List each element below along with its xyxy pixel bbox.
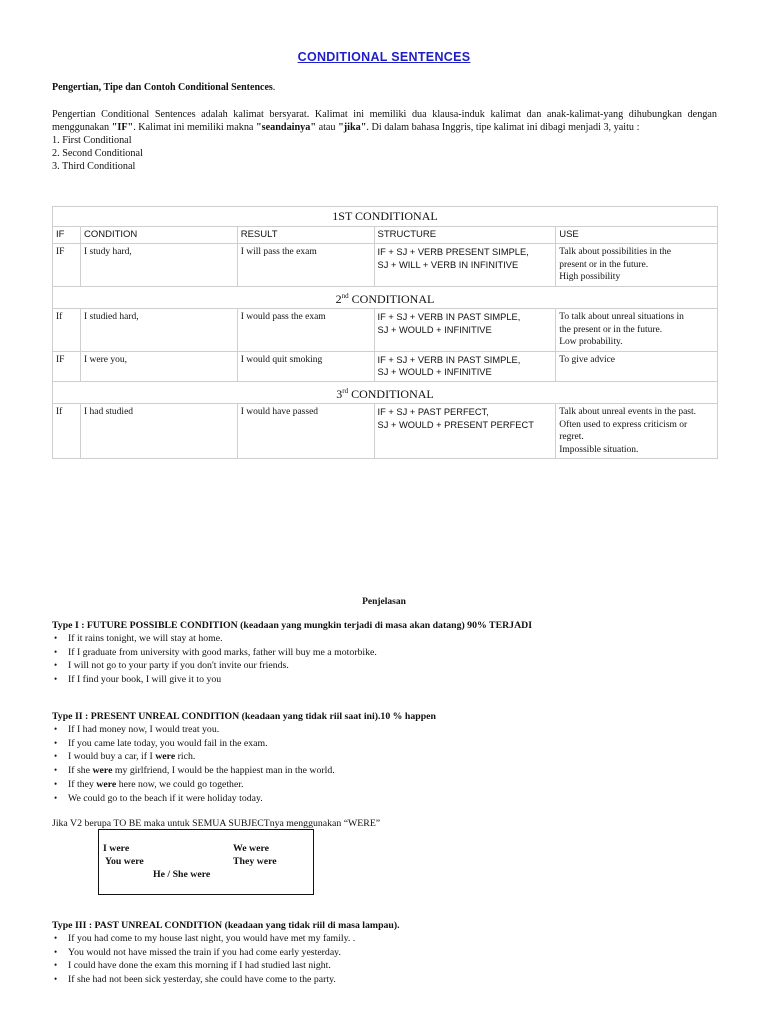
intro-part-3: atau — [316, 122, 339, 133]
list-item-text: If I graduate from university with good marks, father will buy me a motorbike. — [68, 646, 377, 658]
type-item: 1. First Conditional — [52, 135, 132, 146]
header-row — [53, 226, 718, 244]
section-number: 3 — [336, 386, 343, 401]
intro-text — [52, 108, 717, 134]
list-item — [52, 946, 732, 960]
list-item-text: I would buy a car, if I — [68, 751, 156, 763]
use-line: Talk about possibilities in the — [559, 247, 671, 257]
list-item — [52, 932, 732, 946]
section-suffix: rd — [342, 386, 349, 395]
type3-section — [52, 919, 732, 987]
type3-bullets — [52, 932, 732, 987]
bullet-icon: • — [54, 946, 58, 957]
list-item-text: my girlfriend, I would be the happiest man in the world. — [112, 765, 335, 777]
bullet-icon: • — [54, 792, 58, 803]
type3-heading: Type III : PAST UNREAL CONDITION (keadaan yang tidak riil di masa lampau). — [52, 920, 400, 931]
structure-line: IF + SJ + VERB IN PAST SIMPLE, — [377, 312, 521, 322]
were-i: I were — [103, 843, 130, 854]
table-row — [53, 309, 718, 352]
to-be-note: Jika V2 berupa TO BE maka untuk SEMUA SUBJECTnya menggunakan “WERE” — [52, 818, 381, 829]
list-item — [52, 632, 732, 646]
use-line: Low probability. — [559, 337, 623, 347]
type2-bullets — [52, 723, 732, 805]
section-title-third — [53, 381, 718, 404]
structure-line: IF + SJ + PAST PERFECT, — [377, 407, 489, 417]
subtitle — [52, 82, 275, 93]
structure-line: SJ + WOULD + INFINITIVE — [377, 324, 492, 335]
list-item-text: If I had money now, I would treat you. — [68, 724, 220, 735]
list-item — [52, 646, 732, 660]
section-number: 2 — [335, 291, 342, 306]
section-row-second — [53, 286, 718, 309]
intro-part-2: . Kalimat ini memiliki makna — [133, 122, 256, 133]
intro-part-4: . Di dalam bahasa Inggris, tipe kalimat ini dibagi menjadi 3, yaitu : — [366, 122, 640, 133]
emphasis-were: were — [92, 765, 113, 777]
intro-seandainya: "seandainya" — [256, 122, 317, 133]
cell-structure — [374, 351, 556, 381]
cell-result: I will pass the exam — [237, 244, 374, 287]
subtitle-text: Pengertian, Tipe dan Contoh Conditional Sentences — [52, 82, 273, 93]
use-line: the present or in the future. — [559, 324, 663, 335]
header-structure: STRUCTURE — [374, 226, 556, 244]
structure-line: IF + SJ + VERB PRESENT SIMPLE, — [377, 247, 529, 257]
use-line: present or in the future. — [559, 259, 649, 270]
type2-heading: Type II : PRESENT UNREAL CONDITION (keadaan yang tidak riil saat ini).10 % happen — [52, 711, 436, 722]
structure-line: SJ + WOULD + INFINITIVE — [377, 367, 492, 377]
use-line: Often used to express criticism or — [559, 419, 688, 430]
cell-condition: I study hard, — [80, 244, 237, 287]
structure-line: SJ + WILL + VERB IN INFINITIVE — [377, 259, 519, 270]
conditional-types-list — [52, 134, 717, 173]
type-item: 2. Second Conditional — [52, 148, 143, 159]
cell-if: IF — [53, 244, 81, 287]
use-line: Talk about unreal events in the past. — [559, 407, 697, 417]
list-item-text: If I find your book, I will give it to you — [68, 674, 222, 686]
emphasis-were: were — [96, 778, 117, 790]
list-item-text: I will not go to your party if you don't invite our friends. — [68, 660, 289, 672]
list-item — [52, 792, 732, 806]
cell-condition: I were you, — [80, 351, 237, 381]
list-item-text: I could have done the exam this morning if I had studied last night. — [68, 960, 331, 972]
structure-line: IF + SJ + VERB IN PAST SIMPLE, — [377, 354, 521, 365]
list-item-text: If it rains tonight, we will stay at home. — [68, 633, 223, 644]
list-item-text: If you had come to my house last night, you would have met my family. . — [68, 933, 356, 944]
bullet-icon: • — [54, 633, 58, 643]
list-item — [52, 673, 732, 687]
list-item — [52, 764, 732, 778]
cell-use — [556, 244, 718, 287]
use-line: Impossible situation. — [559, 444, 639, 455]
header-use: USE — [556, 226, 718, 244]
were-we: We were — [233, 843, 269, 854]
type1-bullets — [52, 632, 732, 687]
bullet-icon: • — [54, 646, 58, 657]
cell-structure — [374, 404, 556, 459]
header-if: IF — [53, 226, 81, 244]
bullet-icon: • — [54, 960, 58, 971]
bullet-icon: • — [54, 674, 58, 685]
cell-if: If — [53, 404, 81, 459]
bullet-icon: • — [54, 933, 58, 943]
list-item-text: here now, we could go together. — [116, 778, 244, 790]
use-line: To talk about unreal situations in — [559, 312, 684, 322]
intro-part-1: Pengertian Conditional Sentences adalah kalimat bersyarat. Kalimat ini memiliki dua klausa-induk kalimat dan anak-kalimat-yang dihubungkan dengan menggunakan — [52, 109, 717, 133]
list-item-text: If she had not been sick yesterday, she could have come to the party. — [68, 974, 336, 986]
list-item — [52, 737, 732, 751]
list-item-text: If they — [68, 778, 97, 790]
cell-structure — [374, 309, 556, 352]
structure-line: SJ + WOULD + PRESENT PERFECT — [377, 419, 534, 430]
section-row-first — [53, 207, 718, 227]
bullet-icon: • — [54, 778, 58, 789]
section-label: CONDITIONAL — [348, 386, 434, 401]
bullet-icon: • — [54, 974, 58, 985]
bullet-icon: • — [54, 737, 58, 748]
section-suffix: nd — [341, 291, 349, 300]
section-row-third — [53, 381, 718, 404]
bullet-icon: • — [54, 724, 58, 734]
cell-use — [556, 309, 718, 352]
list-item — [52, 973, 732, 987]
section-title-first: 1ST CONDITIONAL — [53, 207, 718, 227]
type1-heading: Type I : FUTURE POSSIBLE CONDITION (keadaan yang mungkin terjadi di masa akan datang) 90% TERJADI — [52, 620, 533, 631]
cell-if: If — [53, 309, 81, 352]
section-label: CONDITIONAL — [348, 291, 435, 306]
cell-condition: I had studied — [80, 404, 237, 459]
cell-result: I would have passed — [237, 404, 374, 459]
list-item-text: If she — [68, 765, 93, 777]
bullet-icon: • — [54, 751, 58, 762]
cell-use — [556, 351, 718, 381]
section-title-second — [53, 286, 718, 309]
cell-structure — [374, 244, 556, 287]
intro-jika: "jika" — [338, 122, 367, 133]
were-box — [98, 829, 314, 895]
cell-result: I would pass the exam — [237, 309, 374, 352]
list-item — [52, 959, 732, 973]
list-item — [52, 659, 732, 673]
list-item-text: We could go to the beach if it were holiday today. — [68, 792, 263, 804]
table-row — [53, 351, 718, 381]
type-item: 3. Third Conditional — [52, 161, 136, 172]
bullet-icon: • — [54, 765, 58, 776]
cell-if: IF — [53, 351, 81, 381]
table-row — [53, 244, 718, 287]
subtitle-period: . — [272, 82, 276, 93]
type1-section — [52, 619, 732, 687]
list-item — [52, 750, 732, 764]
were-you: You were — [105, 856, 144, 867]
emphasis-were: were — [155, 751, 176, 763]
were-he-she: He / She were — [153, 869, 211, 880]
cell-condition: I studied hard, — [80, 309, 237, 352]
use-line: To give advice — [559, 354, 616, 365]
intro-paragraph — [52, 108, 717, 173]
cell-result: I would quit smoking — [237, 351, 374, 381]
list-item-text: If you came late today, you would fail in the exam. — [68, 737, 268, 749]
type2-section — [52, 710, 732, 805]
list-item — [52, 778, 732, 792]
use-line: regret. — [559, 432, 584, 442]
list-item — [52, 723, 732, 737]
list-item-text: rich. — [175, 751, 196, 763]
header-result: RESULT — [237, 226, 374, 244]
cell-use — [556, 404, 718, 459]
list-item-text: You would not have missed the train if you had come early yesterday. — [68, 946, 341, 958]
use-line: High possibility — [559, 272, 621, 282]
intro-if-word: "IF" — [111, 122, 134, 133]
header-condition: CONDITION — [80, 226, 237, 244]
table-row — [53, 404, 718, 459]
bullet-icon: • — [54, 660, 58, 671]
penjelasan-heading: Penjelasan — [362, 597, 406, 607]
conditionals-table — [52, 206, 718, 459]
document-title: CONDITIONAL SENTENCES — [297, 50, 471, 64]
were-they: They were — [233, 856, 277, 867]
